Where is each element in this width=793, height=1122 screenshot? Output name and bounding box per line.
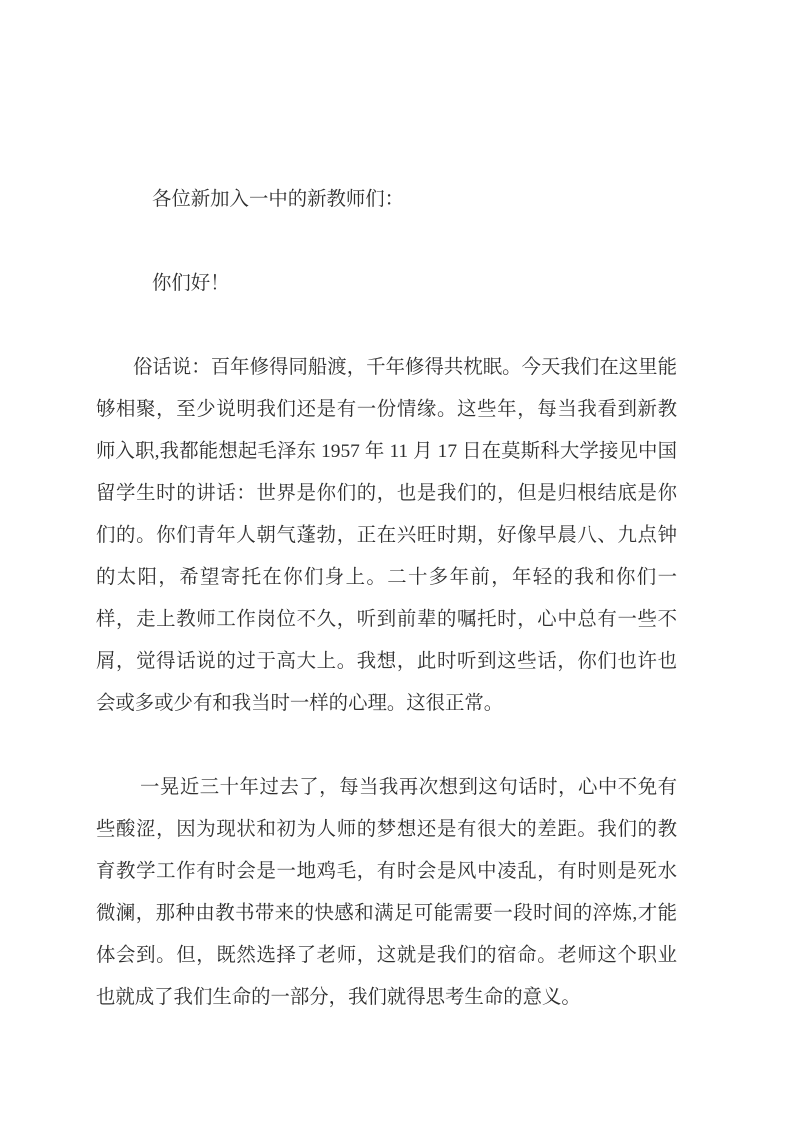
document-body xyxy=(96,179,677,1019)
paragraph: 各位新加入一中的新教师们： xyxy=(152,189,405,210)
paragraph: 你们好！ xyxy=(152,273,230,294)
paragraph: 俗话说：百年修得同船渡，千年修得共枕眠。今天我们在这里能够相聚，至少说明我们还是有一份情缘。这些年，每当我看到新教师入职,我都能想起毛泽东 1957 年 11 月 17 日在莫斯科大学接见中国留学生时的讲话：世界是你们的，也是我们的，但是归根结底是你们的。你们青年人朝气蓬勃，正在兴旺时期，好像早晨八、九点钟的太阳，希望寄托在你们身上。二十多年前，年轻的我和你们一样，走上教师工作岗位不久，听到前辈的嘱托时，心中总有一些不屑，觉得话说的过于高大上。我想，此时听到这些话，你们也许也会或多或少有和我当时一样的心理。这很正常。 xyxy=(96,357,677,714)
paragraph: 一晃近三十年过去了，每当我再次想到这句话时，心中不免有些酸涩，因为现状和初为人师的梦想还是有很大的差距。我们的教育教学工作有时会是一地鸡毛，有时会是风中凌乱，有时则是死水微澜，那种由教书带来的快感和满足可能需要一段时间的淬炼,才能体会到。但，既然选择了老师，这就是我们的宿命。老师这个职业也就成了我们生命的一部分，我们就得思考生命的意义。 xyxy=(96,777,677,1008)
